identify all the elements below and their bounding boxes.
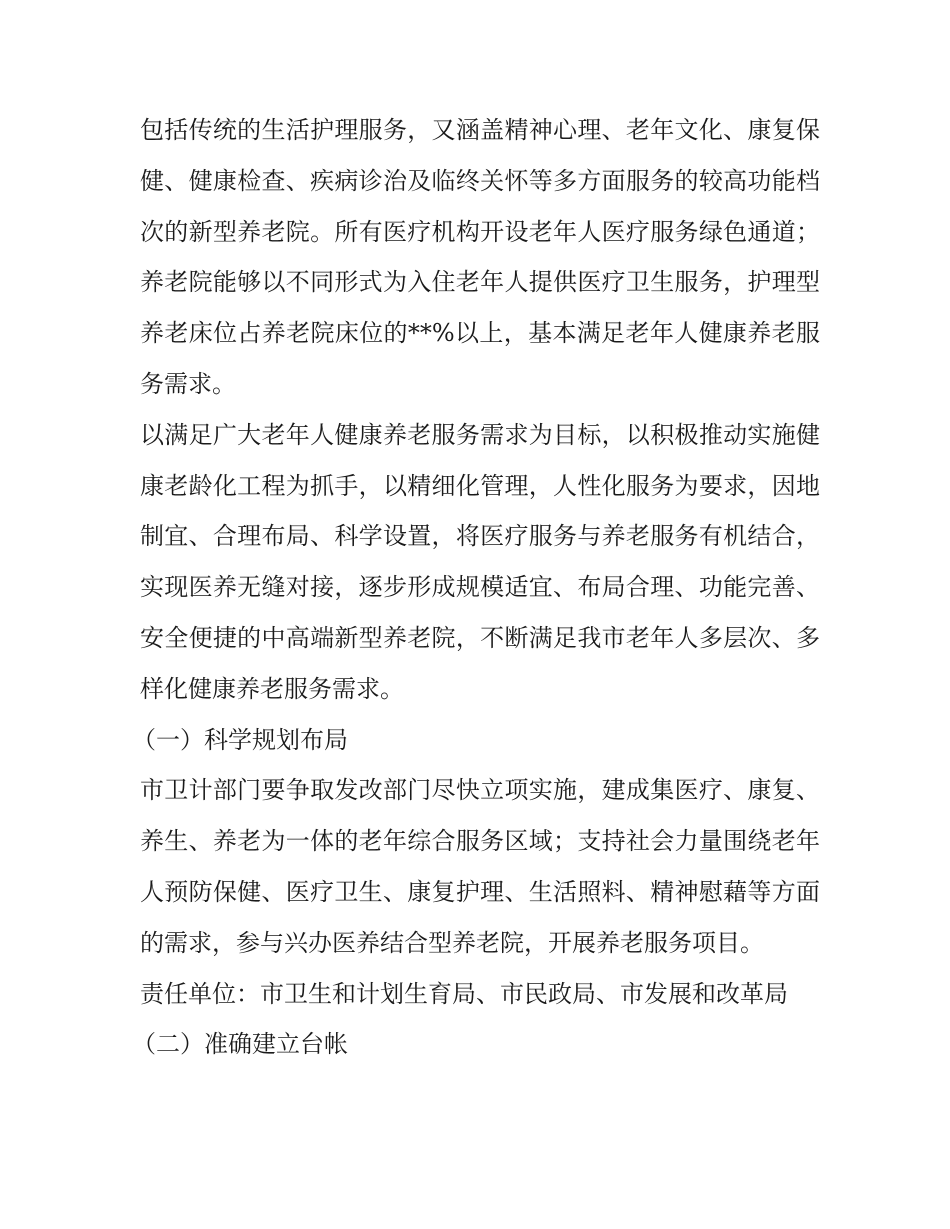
- paragraph-goals: 以满足广大老年人健康养老服务需求为目标，以积极推动实施健康老龄化工程为抓手，以精细化管理，人性化服务为要求，因地制宜、合理布局、科学设置，将医疗服务与养老服务有机结合，实现医养无缝对接，逐步形成规模适宜、布局合理、功能完善、安全便捷的中高端新型养老院，不断满足我市老年人多层次、多样化健康养老服务需求。: [140, 420, 820, 703]
- paragraph-service-scope: 包括传统的生活护理服务，又涵盖精神心理、老年文化、康复保健、健康检查、疾病诊治及临终关怀等多方面服务的较高功能档次的新型养老院。所有医疗机构开设老年人医疗服务绿色通道；养老院能够以不同形式为入住老年人提供医疗卫生服务，护理型养老床位占养老院床位的**%以上，基本满足老年人健康养老服务需求。: [140, 116, 820, 398]
- document-body: [132, 105, 820, 1070]
- paragraph-responsible-units: 责任单位：市卫生和计划生育局、市民政局、市发展和改革局: [140, 979, 788, 1008]
- section-heading-ledger: （二）准确建立台帐: [132, 1030, 348, 1059]
- section-heading-planning: （一）科学规划布局: [132, 725, 348, 754]
- paragraph-planning: 市卫计部门要争取发改部门尽快立项实施，建成集医疗、康复、养生、养老为一体的老年综合服务区域；支持社会力量围绕老年人预防保健、医疗卫生、康复护理、生活照料、精神慰藉等方面的需求，参与兴办医养结合型养老院，开展养老服务项目。: [140, 776, 820, 957]
